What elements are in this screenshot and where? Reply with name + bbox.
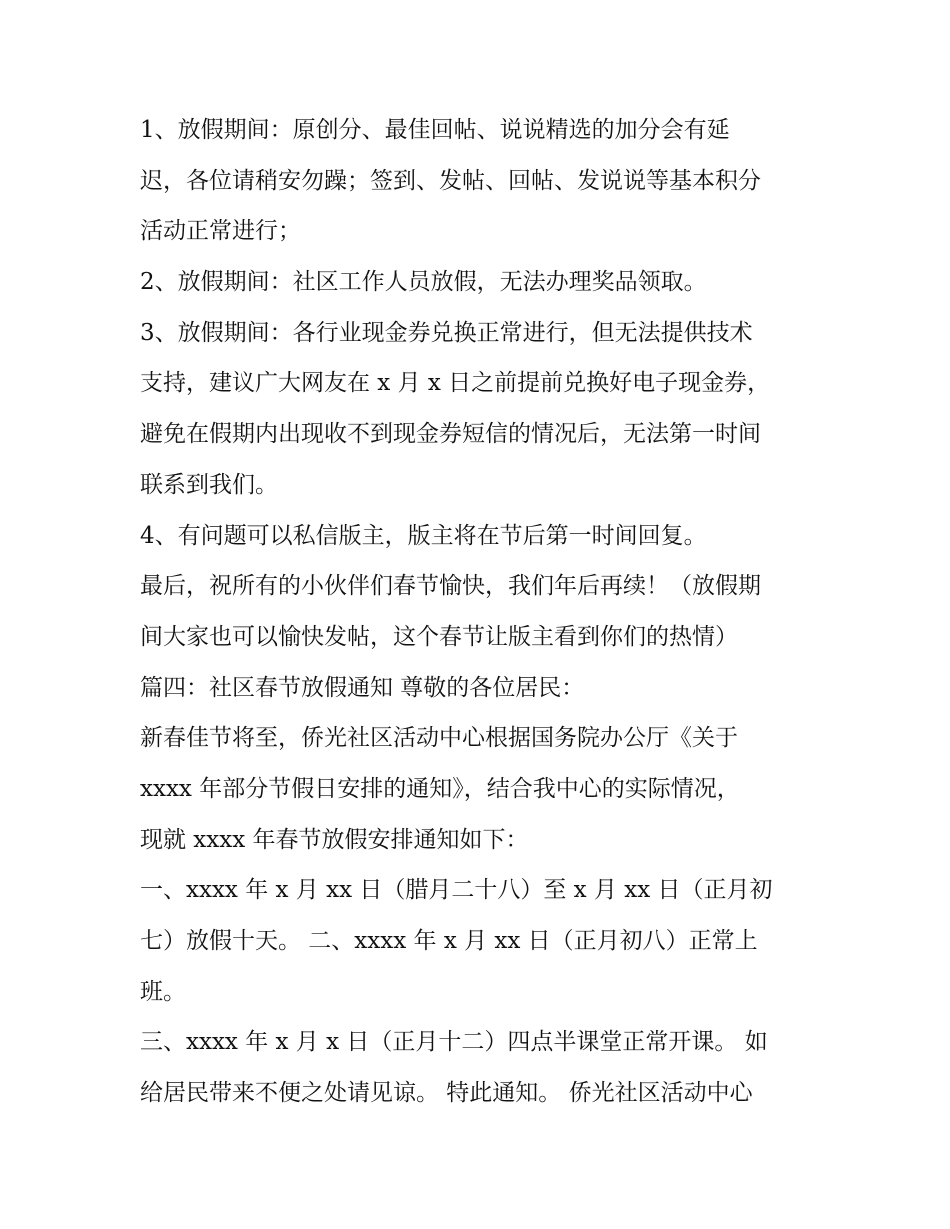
- text-line: 联系到我们。: [140, 471, 278, 498]
- text-line: 2、放假期间：社区工作人员放假，无法办理奖品领取。: [140, 269, 707, 296]
- text-line: 给居民带来不便之处请见谅。 特此通知。 侨光社区活动中心: [140, 1080, 753, 1107]
- text-line: 4、有问题可以私信版主，版主将在节后第一时间回复。: [140, 522, 707, 549]
- text-line: 迟，各位请稍安勿躁；签到、发帖、回帖、发说说等基本积分: [140, 167, 761, 194]
- text-line: 支持，建议广大网友在 x 月 x 日之前提前兑换好电子现金券，: [140, 370, 771, 397]
- text-line: 1、放假期间：原创分、最佳回帖、说说精选的加分会有延: [140, 117, 730, 143]
- text-line: 现就 xxxx 年春节放假安排通知如下：: [140, 826, 529, 853]
- section-heading: 篇四：社区春节放假通知 尊敬的各位居民：: [140, 674, 585, 701]
- text-line: 3、放假期间：各行业现金券兑换正常进行，但无法提供技术: [140, 319, 753, 346]
- text-line: 最后，祝所有的小伙伴们春节愉快，我们年后再续！（放假期: [140, 573, 761, 600]
- text-line: 避免在假期内出现收不到现金券短信的情况后，无法第一时间: [140, 421, 761, 448]
- text-line: 活动正常进行；: [140, 218, 301, 245]
- document-body: [140, 105, 820, 1119]
- text-line: 班。: [140, 978, 186, 1005]
- text-line: 三、xxxx 年 x 月 x 日（正月十二）四点半课堂正常开课。 如: [140, 1029, 768, 1056]
- text-line: 间大家也可以愉快发帖，这个春节让版主看到你们的热情）: [140, 623, 738, 650]
- text-line: 新春佳节将至，侨光社区活动中心根据国务院办公厅《关于: [140, 725, 738, 752]
- text-line: 七）放假十天。 二、xxxx 年 x 月 xx 日（正月初八）正常上: [140, 928, 758, 954]
- text-line: xxxx 年部分节假日安排的通知》，结合我中心的实际情况，: [140, 775, 740, 802]
- text-line: 一、xxxx 年 x 月 xx 日（腊月二十八）至 x 月 xx 日（正月初: [140, 877, 773, 904]
